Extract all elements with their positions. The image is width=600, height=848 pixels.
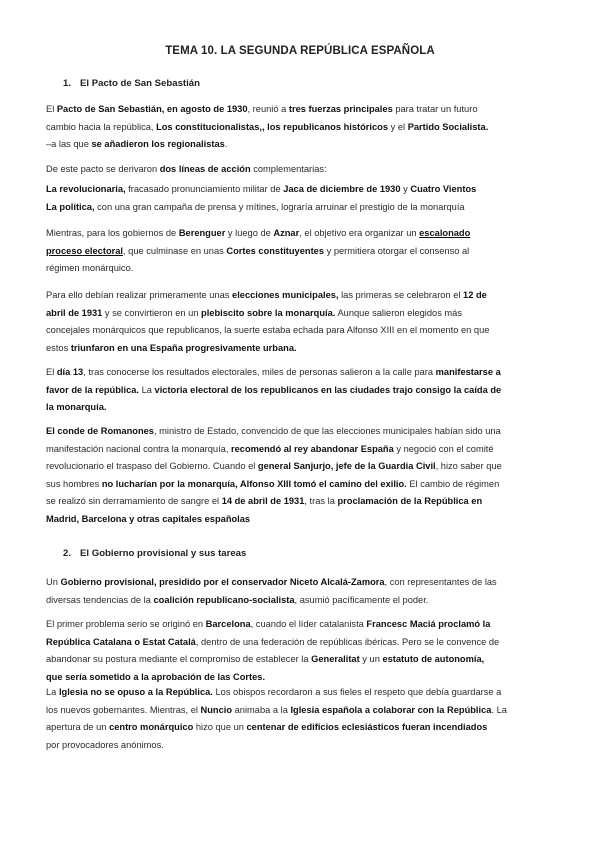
paragraph-lineas (46, 161, 558, 179)
text-run: apertura de un (46, 722, 110, 732)
text-run: Los obispos recordaron a sus fieles el respeto que debía guardarse a (212, 687, 502, 697)
text-run: Berenguer (178, 228, 226, 238)
text-line (46, 737, 558, 755)
text-run: para tratar un futuro (392, 104, 478, 114)
text-run (46, 246, 123, 256)
text-line (46, 260, 558, 278)
paragraph-gobierno-provisional (46, 574, 558, 609)
text-line (46, 574, 558, 592)
text-run: La revolucionaria, (46, 184, 126, 194)
text-run: se realizó sin derramamiento de sangre el (46, 496, 222, 506)
text-run: El conde de Romanones (46, 426, 154, 436)
text-run: por provocadores anónimos. (46, 739, 164, 750)
text-run: La (139, 384, 155, 395)
text-line (46, 634, 558, 652)
text-run: coalición republicano-socialista (153, 594, 295, 605)
text-line (46, 493, 558, 511)
text-line (46, 119, 558, 137)
text-line (46, 181, 558, 199)
text-run: Nuncio (200, 704, 233, 715)
paragraph-romanones (46, 423, 558, 528)
text-run: y negoció con el comité (393, 443, 494, 454)
text-line (46, 702, 558, 720)
text-run: revolucionario el traspaso del Gobierno. Cuando el (46, 461, 258, 471)
text-run: El cambio de régimen (406, 478, 500, 489)
text-run: fracasado pronunciamiento militar de (125, 184, 284, 194)
text-run: escalonado (419, 228, 471, 238)
text-run: y permitiera otorgar el consenso al (324, 245, 470, 256)
text-run: El (46, 367, 57, 377)
text-run: , tras conocerse los resultados electorales, miles de personas salieron a la calle para (83, 367, 436, 377)
text-line (46, 287, 558, 305)
text-line (46, 592, 558, 610)
text-run: La política, (46, 201, 95, 212)
text-run: abandonar su postura mediante el compromiso de establecer la (46, 654, 312, 664)
section-title: El Gobierno provisional y sus tareas (80, 548, 247, 559)
text-run: y luego de (225, 228, 274, 238)
text-run: las primeras se celebraron el (338, 290, 464, 300)
text-run: Mientras, para los gobiernos de (46, 228, 179, 238)
text-run: hizo que un (193, 722, 247, 732)
text-run: animaba a la (232, 704, 291, 715)
text-run: Cuatro Vientos (410, 184, 477, 194)
paragraph-dia-13 (46, 364, 558, 417)
text-line (46, 616, 558, 634)
text-run: y (400, 184, 411, 194)
text-run: , hizo saber que (435, 461, 502, 471)
text-line (46, 322, 558, 340)
text-run: elecciones municipales, (232, 290, 339, 300)
text-run: Los constitucionalistas,, los republicanos históricos (156, 121, 389, 132)
text-run: y un (359, 654, 383, 664)
text-run: no lucharían por la monarquía, Alfonso XIII tomó el camino del exilio. (101, 478, 407, 489)
text-run: , asumió pacíficamente el poder. (294, 594, 429, 605)
text-run: régimen monárquico. (46, 263, 134, 273)
text-line (46, 101, 558, 119)
text-run: centenar de edificios eclesiásticos fueran incendiados (246, 722, 488, 732)
text-run: abril de 1931 (46, 307, 103, 318)
text-run: recomendó al rey abandonar España (231, 443, 394, 454)
text-run: Un (46, 577, 61, 587)
text-run: Iglesia española a colaborar con la República (290, 704, 492, 715)
text-run: Cortes constituyentes (226, 245, 325, 256)
section-title: El Pacto de San Sebastián (80, 78, 200, 89)
text-line (46, 511, 558, 529)
text-line (46, 340, 558, 358)
text-line (46, 382, 558, 400)
text-run: Jaca de diciembre de 1930 (283, 184, 401, 194)
text-line (46, 199, 558, 217)
text-run: El (46, 104, 57, 114)
text-run: –a las que (46, 139, 92, 149)
text-run: dos líneas de acción (159, 164, 251, 174)
text-run: victoria electoral de los republicanos en las ciudades trajo consigo la caída de (154, 384, 502, 395)
text-run: y se convirtieron en un (102, 307, 202, 318)
text-run: se añadieron los regionalistas (91, 139, 225, 149)
paragraph-gobiernos (46, 225, 558, 278)
text-run: tres fuerzas principales (288, 104, 393, 114)
text-line (46, 136, 558, 154)
text-run: , dentro de una federación de repúblicas ibéricas. Pero se le convence de (195, 636, 500, 647)
section-number: 1. (63, 78, 72, 89)
text-run: Pacto de San Sebastián, en agosto de 1930 (56, 104, 248, 114)
text-run: favor de la república. (46, 384, 140, 395)
section-number: 2. (63, 548, 72, 559)
text-line (46, 399, 558, 417)
text-run: proclamación de la República en (337, 496, 483, 506)
text-run: Iglesia no se opuso a la República. (58, 687, 213, 697)
text-run: centro monárquico (109, 722, 194, 732)
text-run: sus hombres (46, 478, 102, 489)
text-run: Para ello debían realizar primeramente unas (46, 290, 233, 300)
page-title: TEMA 10. LA SEGUNDA REPÚBLICA ESPAÑOLA (165, 45, 435, 57)
text-line (46, 364, 558, 382)
text-run (419, 228, 470, 238)
text-run: complementarias: (250, 164, 327, 174)
text-run: estos (46, 342, 71, 353)
text-run: triunfaron en una España progresivamente urbana. (70, 342, 297, 353)
paragraph-barcelona (46, 616, 558, 686)
text-run: estatuto de autonomía, (382, 654, 485, 664)
text-run: la monarquía. (46, 402, 107, 412)
paragraph-iglesia (46, 684, 558, 754)
text-line (46, 423, 558, 441)
text-run: concejales monárquicos que republicanos, la suerte estaba echada para Alfonso XIII en el momento en que (46, 325, 490, 335)
text-line (46, 441, 558, 459)
text-run: De este pacto se derivaron (46, 164, 160, 174)
text-line (46, 476, 558, 494)
text-run: Madrid, Barcelona y otras capitales españolas (46, 513, 251, 524)
text-run: manifestación nacional contra la monarquía, (46, 443, 232, 454)
paragraph-elecciones (46, 287, 558, 357)
text-run: Aznar (273, 228, 300, 238)
text-run: Francesc Maciá proclamó la (366, 619, 491, 629)
text-run: cambio hacia la república, (46, 121, 157, 132)
text-run: 14 de abril de 1931 (221, 496, 305, 506)
text-run: República Catalana o Estat Catalá (46, 636, 196, 647)
section-heading-2 (63, 548, 246, 559)
text-run: 12 de (463, 290, 487, 300)
text-line (46, 243, 558, 261)
text-line (46, 651, 558, 669)
text-run: , que culminase en unas (123, 245, 227, 256)
text-run: , ministro de Estado, convencido de que las elecciones municipales habían sido una (153, 426, 501, 436)
text-run: Partido Socialista. (407, 121, 489, 132)
text-run: los nuevos gobernantes. Mientras, el (46, 704, 201, 715)
text-run: El primer problema serio se originó en (46, 619, 206, 629)
text-run: , cuando el líder catalanista (250, 619, 367, 629)
paragraph-revolucionaria (46, 181, 558, 216)
text-run: con una gran campaña de prensa y mítines, lograría arruinar el prestigio de la monarquía (94, 201, 465, 212)
text-run: Gobierno provisional, presidido por el conservador Niceto Alcalá-Zamora (60, 577, 385, 587)
text-line (46, 719, 558, 737)
text-line (46, 458, 558, 476)
text-run: y el (388, 121, 408, 132)
text-run: . La (491, 704, 507, 715)
text-run: , con representantes de las (384, 577, 497, 587)
text-run: , tras la (304, 496, 338, 506)
section-heading-1 (63, 78, 200, 89)
text-run: Generalitat (311, 654, 360, 664)
text-run: Barcelona (205, 619, 251, 629)
text-run: La (46, 687, 59, 697)
text-run: , el objetivo era organizar un (299, 228, 420, 238)
text-run: plebiscito sobre la monarquía. (201, 307, 336, 318)
text-run: , reunió a (247, 104, 289, 114)
text-run: diversas tendencias de la (46, 594, 154, 605)
text-run: día 13 (56, 367, 84, 377)
text-line (46, 305, 558, 323)
text-run: que sería sometido a la aprobación de las Cortes. (46, 671, 266, 682)
text-run: general Sanjurjo, jefe de la Guardia Civil (257, 461, 436, 471)
text-run: . (224, 139, 228, 149)
text-run: proceso electoral (46, 245, 123, 256)
text-run: Aunque salieron elegidos más (335, 307, 462, 318)
text-line (46, 161, 558, 179)
text-line (46, 225, 558, 243)
text-line (46, 684, 558, 702)
paragraph-pacto (46, 101, 558, 154)
text-run: manifestarse a (435, 367, 501, 377)
